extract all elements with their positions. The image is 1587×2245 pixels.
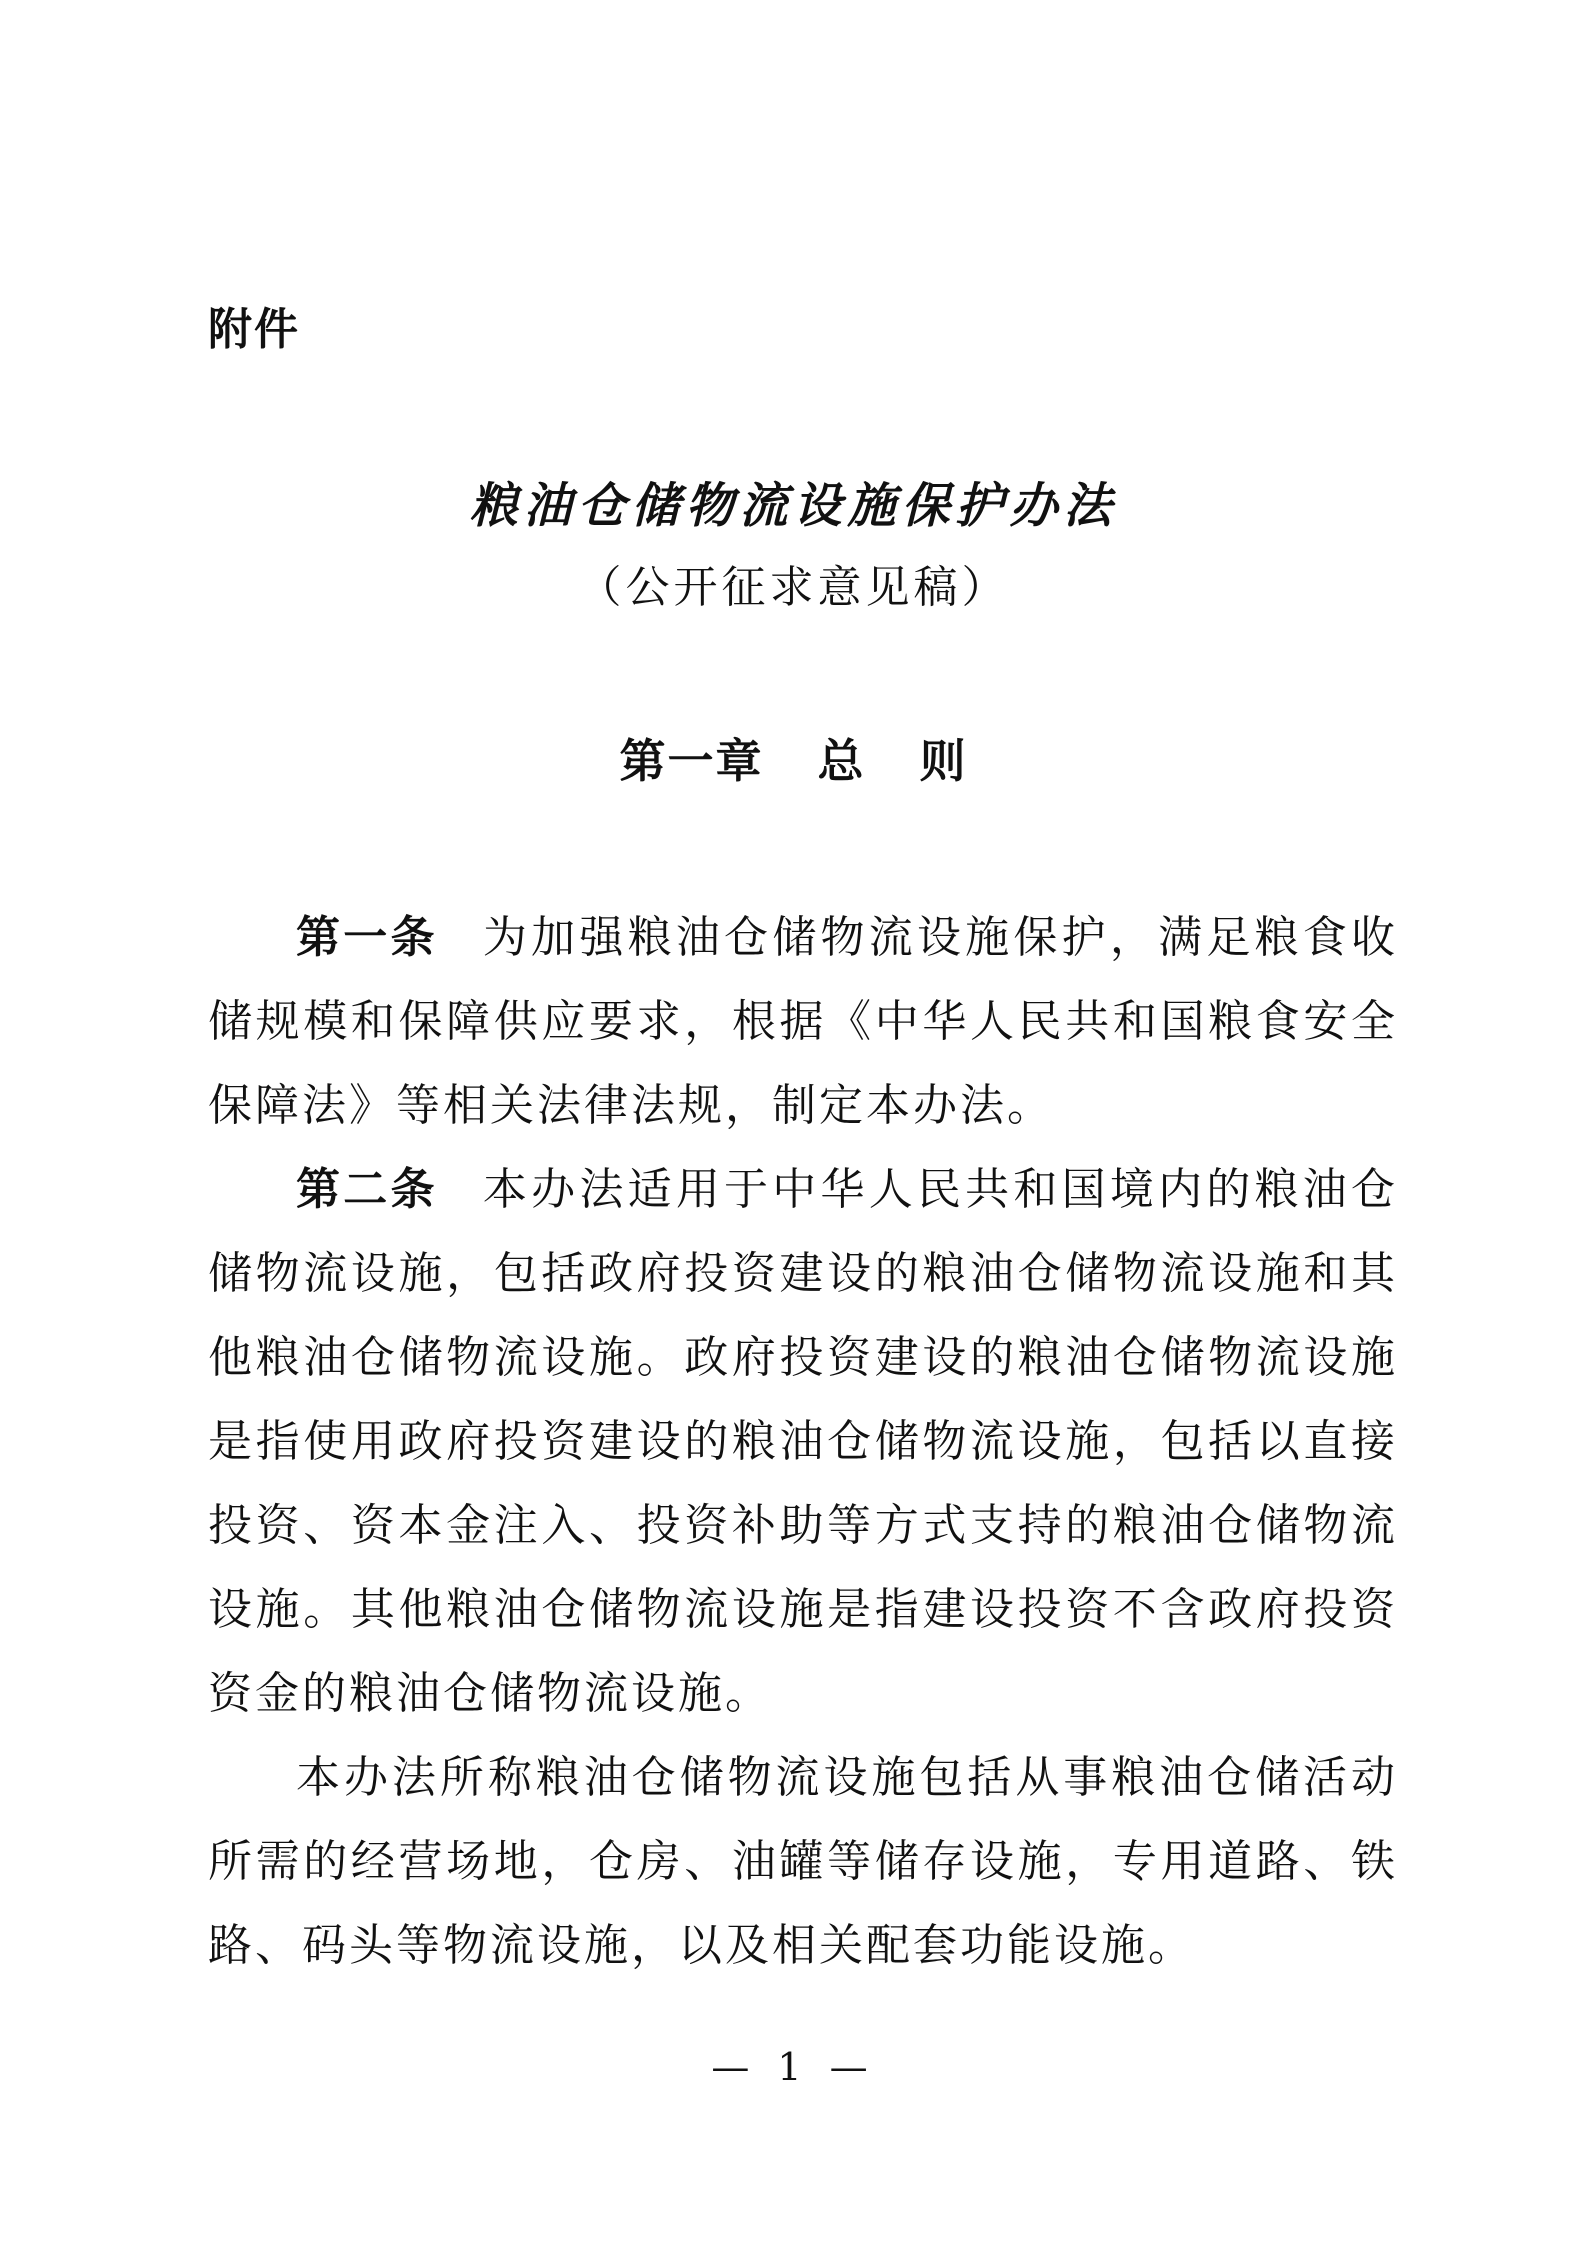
document-subtitle: （公开征求意见稿） — [577, 562, 1010, 613]
attachment-label: 附件 — [208, 304, 300, 355]
article-number: 第一条 — [296, 912, 438, 963]
article-1 — [208, 896, 1398, 1148]
document-body — [208, 896, 1398, 1988]
page-number: — 1 — — [711, 2045, 876, 2089]
document-title: 粮油仓储物流设施保护办法 — [469, 478, 1118, 534]
article-text: 本办法适用于中华人民共和国境内的粮油仓储物流设施，包括政府投资建设的粮油仓储物流设施和其他粮油仓储物流设施。政府投资建设的粮油仓储物流设施是指使用政府投资建设的粮油仓储物流设施，包括以直接投资、资本金注入、投资补助等方式支持的粮油仓储物流设施。其他粮油仓储物流设施是指建设投资不含政府投资资金的粮油仓储物流设施。 — [208, 1164, 1399, 1719]
chapter-title: 第一章 总 则 — [619, 734, 968, 788]
article-text: 为加强粮油仓储物流设施保护，满足粮食收储规模和保障供应要求，根据《中华人民共和国粮食安全保障法》等相关法律法规，制定本办法。 — [208, 912, 1399, 1131]
body-paragraph: 本办法所称粮油仓储物流设施包括从事粮油仓储活动所需的经营场地，仓房、油罐等储存设施，专用道路、铁路、码头等物流设施，以及相关配套功能设施。 — [208, 1752, 1398, 1971]
article-2 — [208, 1148, 1398, 1736]
article-number: 第二条 — [296, 1164, 438, 1215]
